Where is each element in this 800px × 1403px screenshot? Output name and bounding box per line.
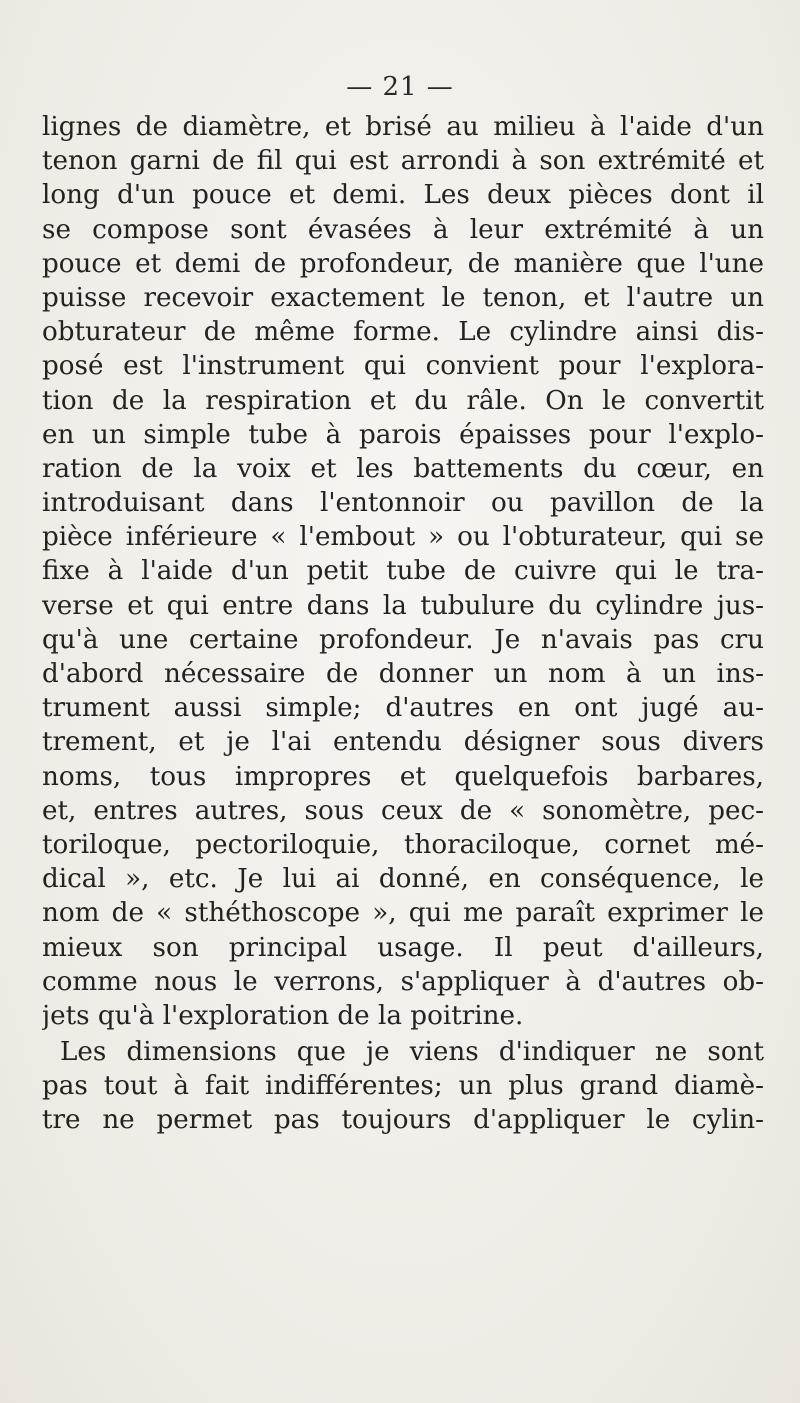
text-line: jets qu'à l'exploration de la poitrine. bbox=[42, 1000, 524, 1031]
text-line: comme nous le verrons, s'appliquer à d'autres ob- bbox=[42, 966, 764, 997]
text-line: obturateur de même forme. Le cylindre ainsi dis- bbox=[42, 317, 764, 348]
text-line: pièce inférieure « l'embout » ou l'obturateur, qui se bbox=[42, 522, 764, 553]
text-line: verse et qui entre dans la tubulure du cylindre jus- bbox=[42, 590, 764, 621]
text-line: et, entres autres, sous ceux de « sonomètre, pec- bbox=[42, 795, 764, 826]
text-line: trument aussi simple; d'autres en ont jugé au- bbox=[42, 693, 764, 724]
text-line: trement, et je l'ai entendu désigner sous divers bbox=[42, 727, 764, 758]
paragraph-1 bbox=[42, 110, 764, 1033]
text-line: mieux son principal usage. Il peut d'ailleurs, bbox=[42, 932, 764, 963]
text-line: tenon garni de fil qui est arrondi à son extrémité et bbox=[42, 146, 764, 177]
text-line: puisse recevoir exactement le tenon, et l'autre un bbox=[42, 282, 764, 313]
text-line: ration de la voix et les battements du cœur, en bbox=[42, 453, 764, 484]
text-line: se compose sont évasées à leur extrémité à un bbox=[42, 214, 764, 245]
text-line: long d'un pouce et demi. Les deux pièces dont il bbox=[42, 180, 764, 211]
text-line: qu'à une certaine profondeur. Je n'avais pas cru bbox=[42, 624, 764, 655]
text-line: dical », etc. Je lui ai donné, en conséquence, le bbox=[42, 864, 764, 895]
text-line: Les dimensions que je viens d'indiquer ne sont bbox=[60, 1037, 764, 1068]
body-text bbox=[42, 110, 764, 1138]
text-line: lignes de diamètre, et brisé au milieu à l'aide d'un bbox=[42, 112, 764, 142]
text-line: noms, tous impropres et quelquefois barbares, bbox=[42, 761, 764, 792]
text-line: tion de la respiration et du râle. On le convertit bbox=[42, 385, 764, 416]
text-line: introduisant dans l'entonnoir ou pavillon de la bbox=[42, 488, 764, 519]
page-number: — 21 — bbox=[346, 72, 454, 102]
text-line: d'abord nécessaire de donner un nom à un ins- bbox=[42, 659, 764, 689]
text-line: toriloque, pectoriloquie, thoraciloque, cornet mé- bbox=[42, 829, 764, 860]
text-line: pas tout à fait indifférentes; un plus grand diamè- bbox=[42, 1071, 764, 1102]
text-line: fixe à l'aide d'un petit tube de cuivre qui le tra- bbox=[42, 556, 764, 587]
text-line: tre ne permet pas toujours d'appliquer le cylin- bbox=[42, 1105, 764, 1136]
paragraph-2 bbox=[42, 1035, 764, 1138]
text-line: nom de « sthéthoscope », qui me paraît exprimer le bbox=[42, 898, 764, 929]
text-line: posé est l'instrument qui convient pour l'explora- bbox=[42, 351, 764, 382]
text-line: en un simple tube à parois épaisses pour l'explo- bbox=[42, 419, 764, 450]
text-line: pouce et demi de profondeur, de manière que l'une bbox=[42, 248, 764, 279]
